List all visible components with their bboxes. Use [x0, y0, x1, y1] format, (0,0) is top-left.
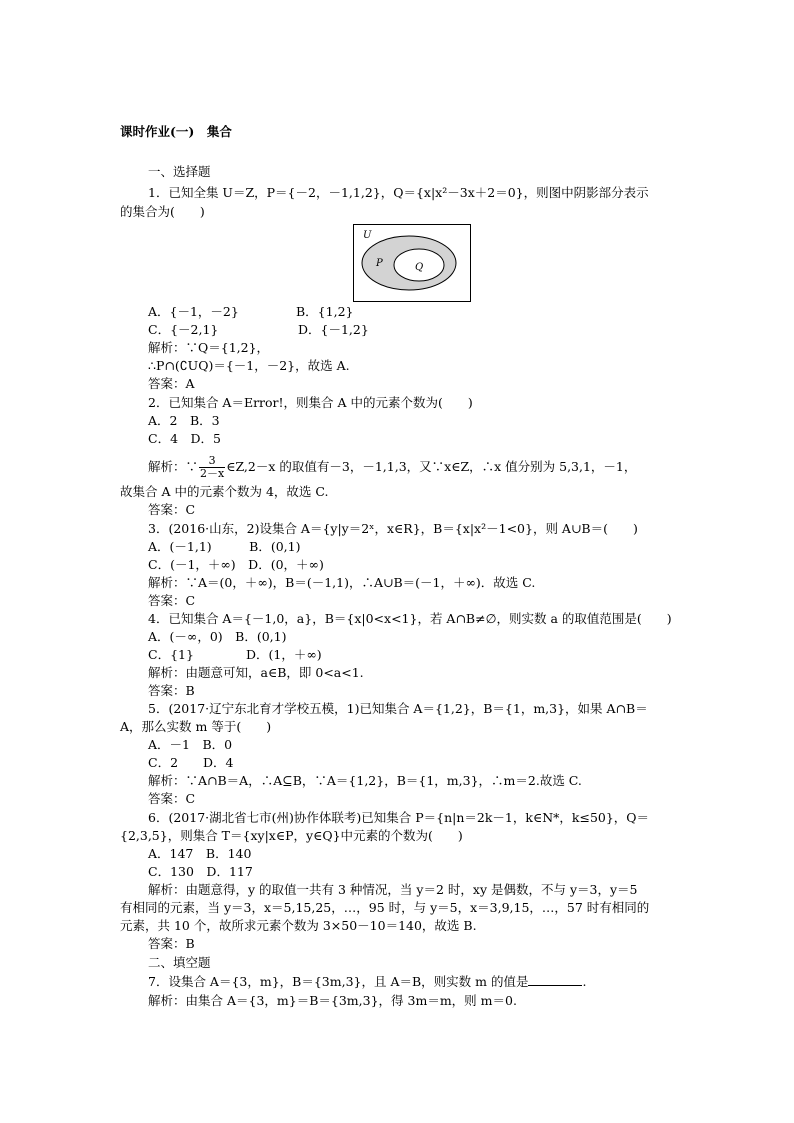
q1-option-c: C．{－2,1}	[148, 322, 219, 337]
q2-solution-suffix: ∈Z,2－x 的取值有－3，－1,1,3，又∵x∈Z，∴x 值分别为 5,3,1，－1，	[226, 459, 637, 474]
q4-solution: 解析：由题意可知，a∈B，即 0<a<1.	[148, 665, 364, 680]
q2-fraction-denominator: 2－x	[200, 467, 225, 480]
q1-solution-line2: ∴P∩(∁UQ)＝{－1，－2}，故选 A.	[148, 358, 350, 373]
q6-stem-line1: 6．(2017·湖北省七市(州)协作体联考)已知集合 P＝{n|n＝2k－1，k∈N*，k≤50}，Q＝	[148, 810, 650, 825]
q6-solution-line3: 元素，共 10 个，故所求元素个数为 3×50－10＝140，故选 B.	[120, 918, 477, 933]
page-title: 课时作业(一) 集合	[120, 124, 232, 139]
q2-options-cd: C．4 D．5	[148, 431, 221, 446]
q5-stem-line1: 5．(2017·辽宁东北育才学校五模，1)已知集合 A＝{1,2}，B＝{1，m,3}，如果 A∩B＝	[148, 701, 648, 716]
q4-option-c: C．{1}	[148, 647, 194, 662]
q3-answer: 答案：C	[148, 593, 196, 608]
section-heading-choice: 一、选择题	[148, 164, 211, 179]
q3-stem: 3．(2016·山东，2)设集合 A＝{y|y＝2ˣ，x∈R}，B＝{x|x²－1<0}，则 A∪B＝( )	[148, 521, 638, 536]
q6-options-cd: C．130 D．117	[148, 864, 253, 879]
q4-options-ab: A．(－∞，0) B．(0,1)	[148, 629, 287, 644]
venn-diagram	[353, 224, 471, 302]
venn-label-p: P	[376, 258, 383, 269]
q5-options-cd: C．2 D．4	[148, 755, 234, 770]
q3-options-ab: A．(－1,1) B．(0,1)	[148, 539, 301, 554]
q1-solution-line1: 解析：∵Q＝{1,2}，	[148, 340, 270, 355]
q5-options-ab: A．－1 B．0	[148, 737, 233, 752]
q2-solution-prefix: 解析：∵	[148, 459, 199, 474]
q1-option-b: B．{1,2}	[296, 304, 354, 319]
q5-answer: 答案：C	[148, 791, 196, 806]
q5-stem-line2: A，那么实数 m 等于( )	[120, 719, 272, 734]
q7-stem-text: 7．设集合 A＝{3，m}，B＝{3m,3}，且 A＝B，则实数 m 的值是	[148, 974, 529, 989]
q3-options-cd: C．(－1，＋∞) D．(0，＋∞)	[148, 557, 324, 572]
q2-fraction	[199, 455, 225, 480]
q4-stem: 4．已知集合 A＝{－1,0，a}，B＝{x|0<x<1}，若 A∩B≠∅，则实数 a 的取值范围是( )	[148, 611, 672, 626]
q5-solution: 解析：∵A∩B＝A，∴A⊆B，∵A＝{1,2}，B＝{1，m,3}，∴m＝2.故选 C.	[148, 773, 582, 788]
q7-stem	[148, 973, 586, 990]
q1-stem-line1: 1．已知全集 U＝Z，P＝{－2，－1,1,2}，Q＝{x|x²－3x＋2＝0}，则图中阴影部分表示	[148, 185, 649, 200]
venn-label-q: Q	[415, 262, 424, 273]
q2-solution-line1	[148, 452, 636, 482]
q7-stem-end: .	[582, 974, 587, 989]
q2-options-ab: A．2 B．3	[148, 413, 220, 428]
q6-options-ab: A．147 B．140	[148, 846, 252, 861]
section-heading-fill: 二、填空题	[148, 955, 211, 970]
q2-solution-line2: 故集合 A 中的元素个数为 4，故选 C.	[120, 484, 329, 499]
q2-stem: 2．已知集合 A＝Error!，则集合 A 中的元素个数为( )	[148, 395, 473, 410]
q1-stem-line2: 的集合为( )	[120, 204, 205, 219]
q6-stem-line2: {2,3,5}，则集合 T＝{xy|x∈P，y∈Q}中元素的个数为( )	[120, 828, 463, 843]
q3-solution: 解析：∵A＝(0，＋∞)，B＝(－1,1)，∴A∪B＝(－1，＋∞)．故选 C.	[148, 575, 536, 590]
q1-answer: 答案：A	[148, 376, 195, 391]
q1-option-d: D．{－1,2}	[298, 322, 369, 337]
q6-solution-line2: 有相同的元素，当 y＝3，x＝5,15,25，…，95 时，与 y＝5，x＝3,9,15，…，57 时有相同的	[120, 900, 650, 915]
q6-solution-line1: 解析：由题意得，y 的取值一共有 3 种情况，当 y＝2 时，xy 是偶数，不与 y＝3，y＝5	[148, 882, 638, 897]
q2-fraction-numerator: 3	[199, 455, 225, 468]
q1-option-a: A．{－1，－2}	[148, 304, 239, 319]
q7-answer-blank	[528, 973, 582, 986]
q7-solution: 解析：由集合 A＝{3，m}＝B＝{3m,3}，得 3m＝m，则 m＝0.	[148, 993, 517, 1008]
q2-answer: 答案：C	[148, 502, 196, 517]
q4-option-d: D．(1，＋∞)	[246, 647, 322, 662]
q6-answer: 答案：B	[148, 936, 195, 951]
venn-label-u: U	[363, 230, 372, 241]
q4-answer: 答案：B	[148, 683, 195, 698]
